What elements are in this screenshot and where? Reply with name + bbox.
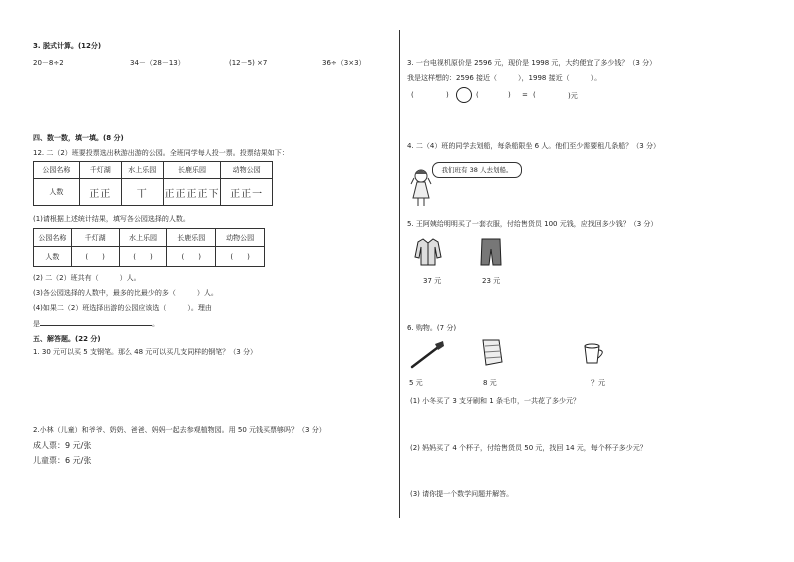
toothbrush-icon — [409, 341, 445, 369]
answer-blank[interactable]: ( ) — [167, 247, 216, 267]
table1-header: 公园名称 — [34, 162, 80, 179]
section-5-title: 五、解答题。(22 分) — [33, 335, 101, 343]
reason-end: 。 — [152, 320, 159, 328]
q12-text: 12. 二（2）班要投票选出秋游出游的公园。全班同学每人投一票。投票结果如下： — [33, 149, 289, 157]
answer-blank[interactable]: ( ) — [216, 247, 265, 267]
adult-ticket: 成人票：9 元/张 — [33, 441, 92, 450]
table2-row-label: 人数 — [34, 247, 72, 267]
expression-2: 34－（28－13） — [130, 59, 185, 67]
q1-text: 1. 30 元可以买 5 支钢笔。那么 48 元可以买几支同样的钢笔？（3 分） — [33, 348, 257, 356]
q6-text: 6. 购物。(7 分) — [407, 324, 457, 332]
tally-cell: 正正正正下 — [163, 179, 221, 206]
table1-row-label: 人数 — [34, 179, 80, 206]
table1-header: 千灯湖 — [79, 162, 121, 179]
section-4-title: 四、数一数，填一填。(8 分) — [33, 134, 124, 142]
table1-header: 水上乐园 — [121, 162, 163, 179]
operator-circle-icon[interactable] — [455, 86, 473, 104]
table2-header: 动物公园 — [216, 229, 265, 247]
speech-bubble: 我们班有 38 人去划船。 — [432, 162, 522, 178]
child-ticket: 儿童票：6 元/张 — [33, 456, 92, 465]
close-paren-unit: )元 — [568, 92, 578, 100]
pants-icon — [479, 237, 503, 267]
q12-part4: (4)如果二（2）班选择出游的公园应该选（ ）。理由 — [33, 304, 212, 312]
open-paren: ( — [476, 91, 479, 99]
open-paren: ( — [533, 91, 536, 99]
table1-header: 动物公园 — [221, 162, 273, 179]
q12-part3: (3)各公园选择的人数中，最多的比最少的多（ ）人。 — [33, 289, 218, 297]
jacket-price: 37 元 — [423, 277, 442, 285]
girl-figure-icon — [408, 168, 434, 208]
towel-icon — [480, 338, 504, 368]
q12-part1: (1)请根据上述统计结果，填写各公园选择的人数。 — [33, 215, 190, 223]
equals-sign: = — [522, 91, 528, 99]
open-paren: ( — [411, 91, 414, 99]
tally-cell: 正正一 — [221, 179, 273, 206]
cup-price: ？元 — [591, 379, 605, 387]
table2-header: 水上乐园 — [119, 229, 167, 247]
expression-1: 20－8÷2 — [33, 59, 64, 67]
close-paren: ) — [446, 91, 449, 99]
q5-text: 5. 王阿姨给明明买了一套衣服，付给售货员 100 元钱，应找回多少钱？（3 分） — [407, 220, 658, 228]
cup-icon — [582, 343, 608, 367]
table2-header: 千灯湖 — [71, 229, 119, 247]
reason-blank[interactable] — [40, 318, 152, 326]
q4-text: 4. 二（4）班的同学去划船，每条船限坐 6 人。他们至少需要租几条船？（3 分） — [407, 142, 660, 150]
q3-title: 3. 脱式计算。(12分) — [33, 42, 102, 50]
reason-label: 是 — [33, 320, 40, 328]
tally-cell: 正正 — [79, 179, 121, 206]
column-divider — [399, 30, 400, 518]
brush-price: 5 元 — [409, 379, 423, 387]
expression-3: (12－5) ×7 — [229, 59, 268, 67]
answer-blank[interactable]: ( ) — [71, 247, 119, 267]
q3-right-text: 3. 一台电视机原价是 2596 元，现价是 1998 元，大约便宜了多少钱？（3 分） — [407, 59, 657, 67]
close-paren: ) — [508, 91, 511, 99]
answer-blank[interactable]: ( ) — [119, 247, 167, 267]
q2-text: 2.小林（儿童）和爷爷、奶奶、爸爸、妈妈一起去参观植物园。用 50 元钱买票够吗？（3 分） — [33, 426, 326, 434]
table2-header: 公园名称 — [34, 229, 72, 247]
q6-part2: (2) 妈妈买了 4 个杯子，付给售货员 50 元，找回 14 元，每个杯子多少元？ — [410, 444, 647, 452]
tally-table — [33, 161, 273, 206]
count-table — [33, 228, 265, 267]
jacket-icon — [414, 237, 442, 267]
q3-right-line2: 我是这样想的：2596 接近（ ），1998 接近（ ）。 — [407, 74, 602, 82]
towel-price: 8 元 — [483, 379, 497, 387]
q6-part3: (3) 请你提一个数学问题并解答。 — [410, 490, 514, 498]
pants-price: 23 元 — [482, 277, 501, 285]
q12-part2: (2) 二（2）班共有（ ）人。 — [33, 274, 141, 282]
q12-reason — [33, 318, 159, 329]
table1-header: 长鹿乐园 — [163, 162, 221, 179]
q6-part1: (1) 小冬买了 3 支牙刷和 1 条毛巾，一共花了多少元？ — [410, 397, 580, 405]
table2-header: 长鹿乐园 — [167, 229, 216, 247]
expression-4: 36÷（3×3） — [322, 59, 366, 67]
tally-cell: 丅 — [121, 179, 163, 206]
